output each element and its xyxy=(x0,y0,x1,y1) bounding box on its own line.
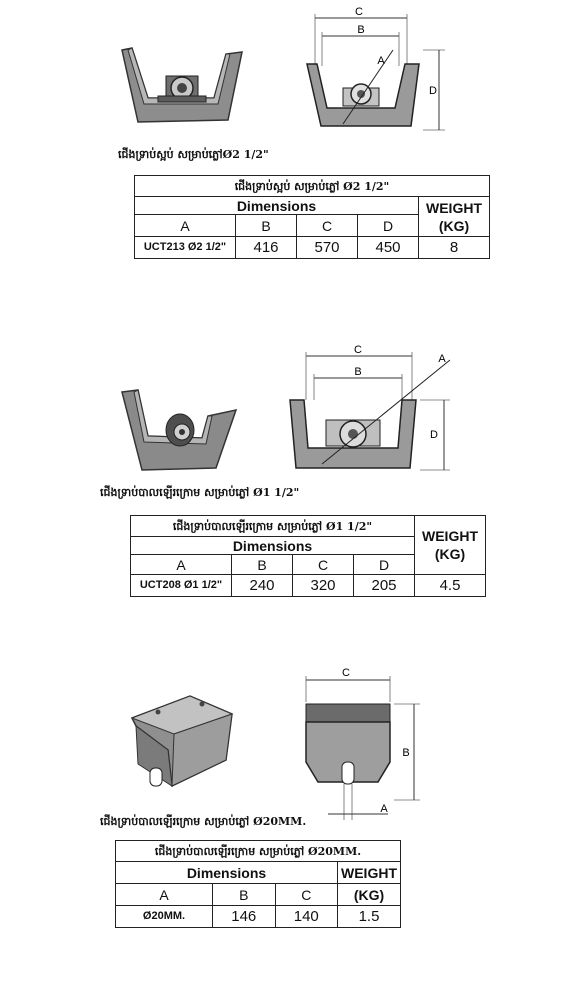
column-header-c: C xyxy=(275,884,338,906)
column-header-b: B xyxy=(213,884,276,906)
dim-b-label: B xyxy=(402,747,410,759)
column-header-b: B xyxy=(236,215,297,237)
unit-label: (KG) xyxy=(438,217,470,234)
dim-c-label: C xyxy=(354,344,362,356)
value-cell-c: 570 xyxy=(297,237,358,259)
dimensions-header: Dimensions xyxy=(135,197,419,215)
spec-table-20mm xyxy=(115,840,401,928)
dim-b-label: B xyxy=(357,24,365,36)
weight-label: WEIGHT xyxy=(426,199,482,216)
dimension-drawing-20mm xyxy=(298,664,428,830)
weight-header xyxy=(419,197,490,237)
dim-d-label: D xyxy=(429,85,437,97)
dim-b-label: B xyxy=(354,366,362,378)
value-cell-d: 450 xyxy=(358,237,419,259)
value-cell-b: 146 xyxy=(213,906,276,928)
value-cell-b: 240 xyxy=(232,575,293,597)
value-cell-d: 205 xyxy=(354,575,415,597)
column-header-a: A xyxy=(116,884,213,906)
dim-d-label: D xyxy=(430,429,438,441)
weight-label: WEIGHT xyxy=(338,862,401,884)
unit-label: (KG) xyxy=(338,884,401,906)
value-cell-c: 140 xyxy=(275,906,338,928)
weight-header xyxy=(415,516,486,575)
model-cell: Ø20MM. xyxy=(116,906,213,928)
product-image-20mm xyxy=(128,690,240,802)
weight-cell: 1.5 xyxy=(338,906,401,928)
dimensions-header: Dimensions xyxy=(116,862,338,884)
spec-table-uct208 xyxy=(130,515,486,597)
column-header-a: A xyxy=(135,215,236,237)
dimension-drawing-uct213 xyxy=(295,6,455,144)
product-image-uct208 xyxy=(118,380,243,480)
dim-a-label: A xyxy=(438,353,446,365)
value-cell-b: 416 xyxy=(236,237,297,259)
table-title: ជើងទ្រាប់ស្អប់ សម្រាប់ភ្លៅ Ø2 1/2" xyxy=(135,176,490,197)
table-title: ជើងទ្រាប់បាលឡើរក្រោម សម្រាប់ភ្លៅ Ø20MM. xyxy=(116,841,401,862)
model-cell: UCT208 Ø1 1/2" xyxy=(131,575,232,597)
dim-a-label: A xyxy=(380,803,388,815)
dimension-drawing-uct208 xyxy=(282,340,457,480)
weight-cell: 4.5 xyxy=(415,575,486,597)
weight-label: WEIGHT xyxy=(422,528,478,544)
column-header-c: C xyxy=(297,215,358,237)
column-header-a: A xyxy=(131,555,232,575)
weight-cell: 8 xyxy=(419,237,490,259)
product-image-uct213 xyxy=(118,40,248,140)
column-header-d: D xyxy=(358,215,419,237)
value-cell-c: 320 xyxy=(293,575,354,597)
table-title: ជើងទ្រាប់បាលឡើរក្រោម សម្រាប់ភ្លៅ Ø1 1/2" xyxy=(131,516,415,537)
column-header-b: B xyxy=(232,555,293,575)
column-header-d: D xyxy=(354,555,415,575)
unit-label: (KG) xyxy=(434,546,466,562)
dim-c-label: C xyxy=(342,667,350,679)
model-cell: UCT213 Ø2 1/2" xyxy=(135,237,236,259)
product-caption-20mm: ជើងទ្រាប់បាលឡើរក្រោម សម្រាប់ភ្លៅ Ø20MM. xyxy=(100,815,307,828)
dim-a-label: A xyxy=(377,55,385,67)
product-caption-uct213: ជើងទ្រាប់ស្អប់ សម្រាប់ភ្លៅØ2 1/2" xyxy=(118,148,269,161)
column-header-c: C xyxy=(293,555,354,575)
dimensions-header: Dimensions xyxy=(131,537,415,555)
dim-c-label: C xyxy=(355,6,363,18)
product-caption-uct208: ជើងទ្រាប់បាលឡើរក្រោម សម្រាប់ភ្លៅ Ø1 1/2" xyxy=(100,486,300,499)
spec-table-uct213 xyxy=(134,175,490,259)
